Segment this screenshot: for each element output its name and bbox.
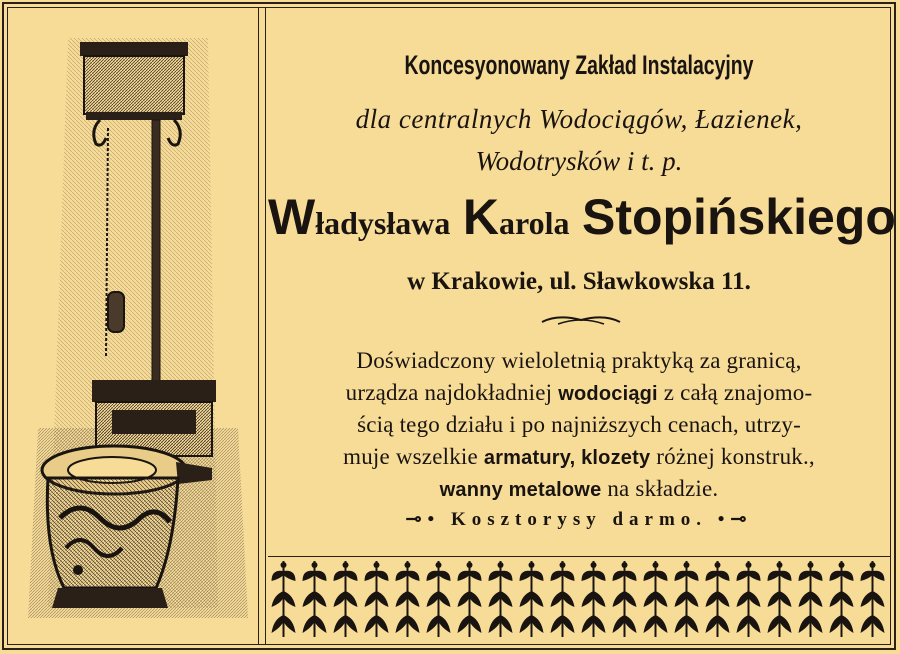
- left-scroll-ornament: ⊸•: [405, 509, 451, 530]
- body-line-4-b: różnej konstruk.,: [650, 444, 815, 469]
- right-scroll-ornament: •⊸: [707, 509, 753, 530]
- services-line-2: Wodotrysków i t. p.: [475, 146, 683, 176]
- owner-middle-rest: arola: [498, 205, 570, 241]
- body-keyword-wanny: wanny metalowe: [439, 479, 602, 501]
- body-line-5-b: na składzie.: [601, 476, 719, 501]
- flourish-ornament: [538, 312, 624, 328]
- body-line-2: [268, 380, 890, 406]
- owner-middle-initial: K: [462, 189, 499, 245]
- business-heading: Koncesyonowany Zakład Instalacyjny: [404, 50, 754, 80]
- decorative-border: [268, 556, 890, 642]
- owner-first-rest: ładysława: [315, 205, 451, 241]
- advertisement-text: [268, 8, 896, 548]
- body-line-2-a: urządza najdokładniej: [345, 380, 559, 405]
- column-divider: [258, 7, 266, 645]
- free-estimates-note: [268, 508, 890, 531]
- owner-first-initial: W: [268, 189, 316, 245]
- free-estimates-text: Kosztorysy darmo.: [450, 509, 708, 530]
- services-line-1: dla centralnych Wodociągów, Łazienek,: [355, 104, 803, 134]
- toilet-illustration: [8, 8, 258, 644]
- owner-name: [268, 188, 896, 246]
- body-line-5: [268, 476, 890, 502]
- body-line-1: Doświadczony wieloletnią praktyką za granicą,: [356, 348, 802, 373]
- body-keyword-wodociagi: wodociągi: [558, 383, 658, 405]
- body-line-4: [268, 444, 890, 470]
- body-line-3: ścią tego działu i po najniższych cenach, utrzy-: [357, 412, 801, 437]
- owner-surname: Stopińskiego: [581, 189, 896, 245]
- body-line-4-a: muje wszelkie: [343, 444, 484, 469]
- address: w Krakowie, ul. Sławkowska 11.: [407, 268, 751, 295]
- body-keyword-armatury: armatury, klozety: [483, 447, 651, 469]
- body-line-2-b: z całą znajomo-: [657, 380, 813, 405]
